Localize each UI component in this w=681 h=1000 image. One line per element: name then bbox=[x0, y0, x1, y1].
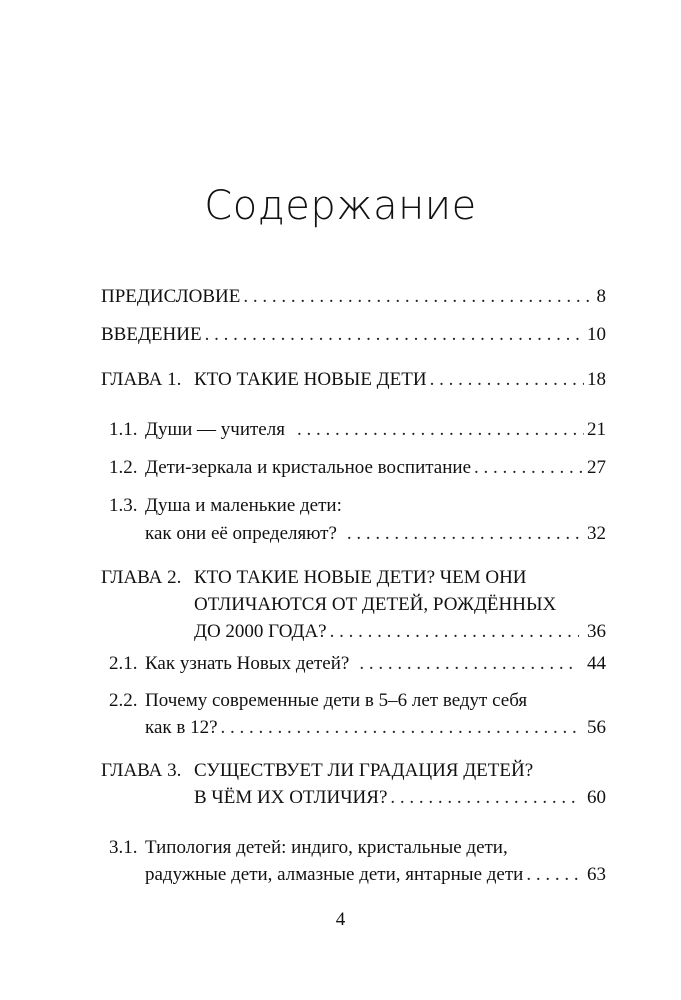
toc-section-number: 1.2. bbox=[109, 457, 138, 478]
toc-entry-label: как в 12? bbox=[145, 717, 218, 738]
toc-entry-label: Души — учителя bbox=[145, 419, 285, 440]
toc-page-number: 44 bbox=[587, 653, 606, 674]
dot-leader bbox=[359, 652, 579, 676]
toc-entry-label-line[interactable]: СУЩЕСТВУЕТ ЛИ ГРАДАЦИЯ ДЕТЕЙ? bbox=[194, 760, 534, 781]
toc-page-number: 36 bbox=[587, 621, 606, 642]
toc-entry-label: Дети-зеркала и кристальное воспитание bbox=[145, 457, 472, 478]
toc-entry-label: Как узнать Новых детей? bbox=[145, 653, 350, 674]
toc-chapter-number: ГЛАВА 2. bbox=[101, 567, 182, 588]
toc-entry-section-1-3[interactable] bbox=[145, 522, 606, 546]
toc-heading: Содержание bbox=[204, 183, 477, 229]
toc-entry-intro[interactable] bbox=[101, 323, 606, 347]
toc-entry-section-1-1[interactable] bbox=[145, 418, 606, 442]
toc-entry-preface[interactable] bbox=[101, 285, 606, 309]
toc-entry-label-line[interactable]: Типология детей: индиго, кристальные дети, bbox=[145, 837, 508, 858]
toc-entry-label-line[interactable]: Почему современные дети в 5–6 лет ведут себя bbox=[145, 690, 528, 711]
toc-page-number: 27 bbox=[587, 457, 606, 478]
toc-entry-label: КТО ТАКИЕ НОВЫЕ ДЕТИ bbox=[194, 369, 427, 390]
toc-section-number: 1.3. bbox=[109, 495, 138, 516]
dot-leader bbox=[243, 285, 593, 309]
dot-leader bbox=[526, 863, 584, 887]
toc-entry-section-1-2[interactable] bbox=[145, 456, 606, 480]
toc-entry-label-line[interactable]: ОТЛИЧАЮТСЯ ОТ ДЕТЕЙ, РОЖДЁННЫХ bbox=[194, 594, 557, 615]
toc-entry-label: ВВЕДЕНИЕ bbox=[101, 324, 202, 345]
toc-entry-chapter-1[interactable] bbox=[194, 368, 606, 392]
toc-section-number: 3.1. bbox=[109, 837, 138, 858]
toc-entry-chapter-3[interactable] bbox=[194, 786, 606, 810]
dot-leader bbox=[330, 620, 579, 644]
toc-entry-section-2-2[interactable] bbox=[145, 716, 606, 740]
toc-entry-label: В ЧЁМ ИХ ОТЛИЧИЯ? bbox=[194, 787, 388, 808]
toc-page-number: 63 bbox=[587, 864, 606, 885]
dot-leader bbox=[297, 418, 584, 442]
toc-entry-section-3-1[interactable] bbox=[145, 863, 606, 887]
toc-entry-section-2-1[interactable] bbox=[145, 652, 606, 676]
dot-leader bbox=[205, 323, 584, 347]
toc-page-number: 32 bbox=[587, 523, 606, 544]
dot-leader bbox=[474, 456, 584, 480]
toc-page-number: 8 bbox=[596, 286, 606, 307]
toc-entry-label-line[interactable]: КТО ТАКИЕ НОВЫЕ ДЕТИ? ЧЕМ ОНИ bbox=[194, 567, 527, 588]
toc-page-number: 10 bbox=[587, 324, 606, 345]
dot-leader bbox=[221, 716, 579, 740]
toc-entry-label-line[interactable]: Душа и маленькие дети: bbox=[145, 495, 342, 516]
dot-leader bbox=[390, 786, 579, 810]
toc-section-number: 2.1. bbox=[109, 653, 138, 674]
toc-chapter-number: ГЛАВА 1. bbox=[101, 369, 182, 390]
toc-entry-label: ДО 2000 ГОДА? bbox=[194, 621, 327, 642]
toc-page-number: 56 bbox=[587, 717, 606, 738]
toc-page-number: 60 bbox=[587, 787, 606, 808]
toc-entry-label: ПРЕДИСЛОВИЕ bbox=[101, 286, 241, 307]
dot-leader bbox=[347, 522, 584, 546]
toc-section-number: 1.1. bbox=[109, 419, 138, 440]
toc-page-number: 18 bbox=[587, 369, 606, 390]
toc-chapter-number: ГЛАВА 3. bbox=[101, 760, 182, 781]
toc-entry-label: радужные дети, алмазные дети, янтарные дети bbox=[145, 864, 524, 885]
toc-page-number: 21 bbox=[587, 419, 606, 440]
toc-section-number: 2.2. bbox=[109, 690, 138, 711]
dot-leader bbox=[430, 368, 584, 392]
page-number-footer: 4 bbox=[335, 909, 346, 930]
toc-entry-chapter-2[interactable] bbox=[194, 620, 606, 644]
toc-entry-label: как они её определяют? bbox=[145, 523, 337, 544]
